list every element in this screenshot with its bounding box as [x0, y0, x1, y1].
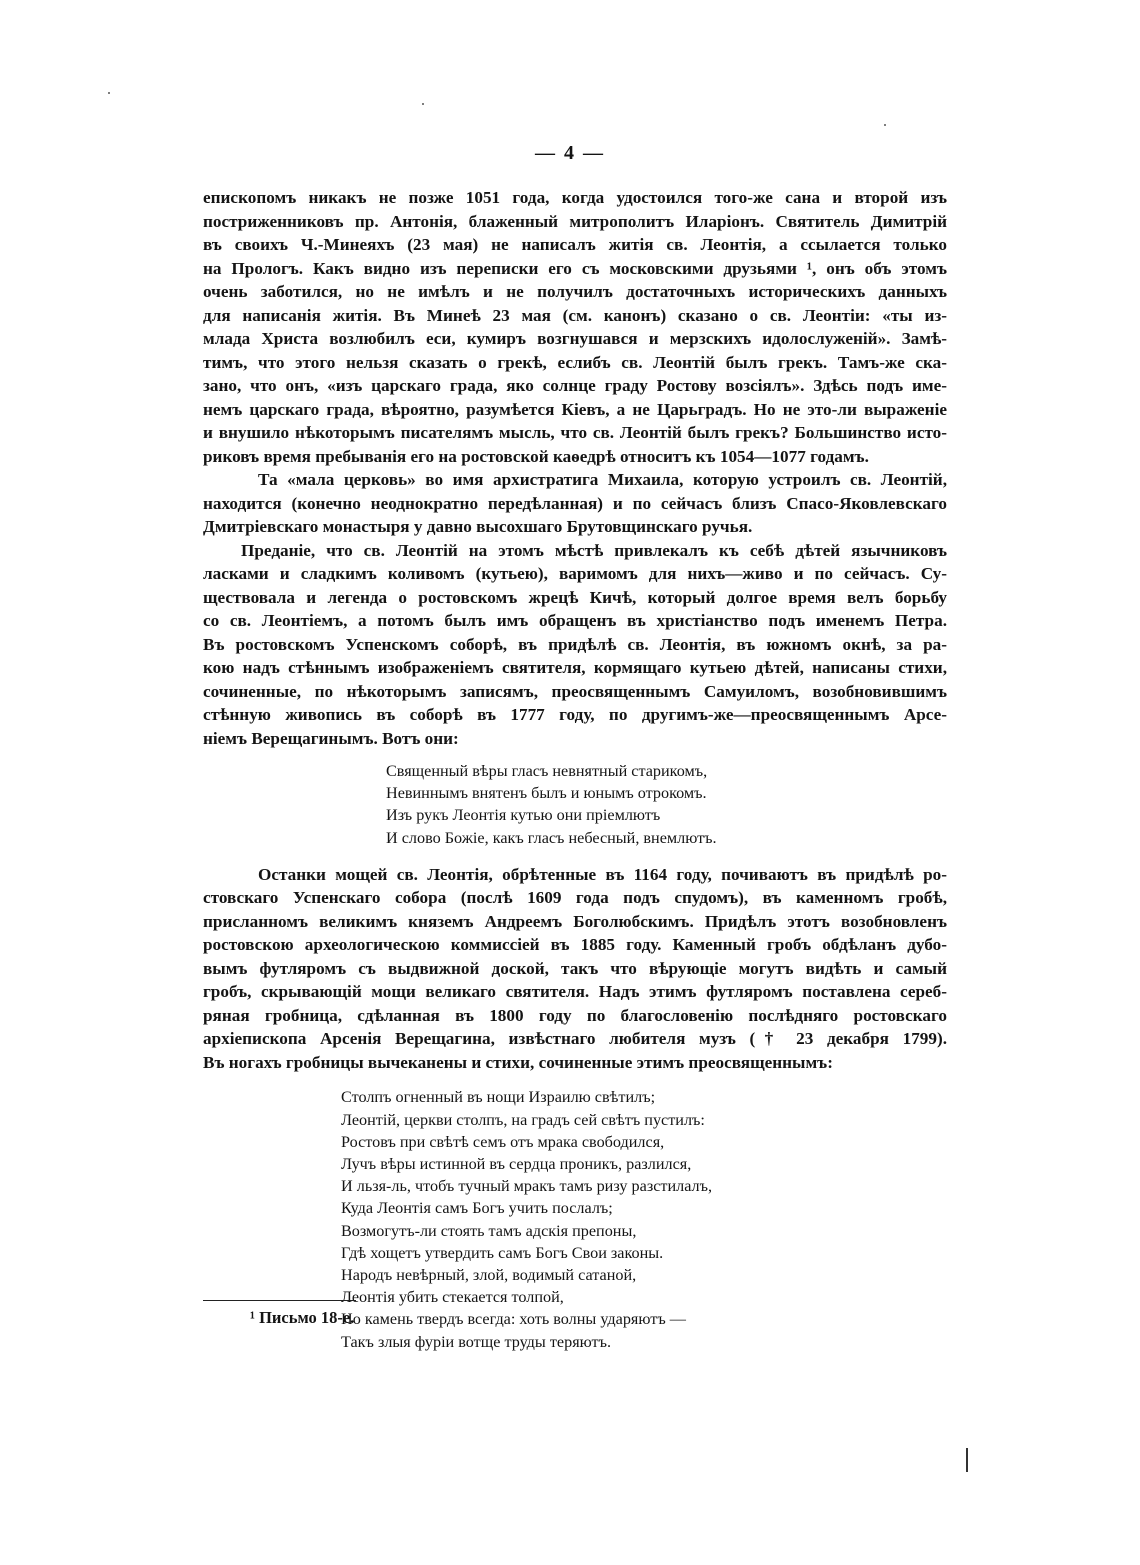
poem-line: Леонтія убить стекается толпой, [341, 1288, 564, 1307]
poem-line: Ростовъ при свѣтѣ семъ отъ мрака свободился, [341, 1132, 665, 1151]
text-line: архіепископа Арсенія Верещагина, извѣстнаго любителя музъ († 23 декабря 1799). [203, 1029, 947, 1049]
scan-speck [108, 92, 110, 94]
text-line: зано, что онъ, «изъ царскаго града, яко солнце граду Ростову возсіялъ». Здѣсь подъ име- [203, 376, 947, 395]
poem-line: Лучъ вѣры истинной въ сердца проникъ, разлился, [341, 1154, 692, 1173]
text-line: риковъ время пребыванія его на ростовской каѳедрѣ относитъ къ 1054—1077 годамъ. [203, 446, 869, 466]
poem-line: Но камень твердъ всегда: хоть волны ударяютъ — [341, 1310, 686, 1329]
poem-line: Народъ невѣрный, злой, водимый сатаной, [341, 1265, 637, 1284]
scan-edge-mark [966, 1448, 968, 1472]
body-text [203, 186, 947, 1353]
text-line: вымъ футляромъ съ выдвижной доской, такъ что вѣрующіе могутъ видѣть и самый [203, 958, 947, 978]
text-line: млада Христа возлюбилъ еси, кумиръ возгнушався и мерзскихъ идолослуженій». Замѣ- [203, 329, 947, 348]
text-line: Останки мощей св. Леонтія, обрѣтенные въ 1164 году, почиваютъ въ придѣлѣ ро- [258, 864, 947, 884]
text-line: Та «мала церковь» во имя архистратига Михаила, которую устроилъ св. Леонтій, [258, 470, 947, 489]
scan-speck [884, 124, 886, 126]
text-line: ществовала и легенда о ростовскомъ жрецѣ Кичѣ, который долгое время велъ борьбу [203, 587, 947, 607]
text-line: Преданіе, что св. Леонтій на этомъ мѣстѣ привлекалъ къ себѣ дѣтей язычниковъ [241, 540, 947, 560]
text-line: ростовскою археологическою коммиссіей въ 1885 году. Каменный гробъ обдѣланъ дубо- [203, 935, 947, 955]
poem-line: Такъ злыя фуріи вотще труды теряютъ. [341, 1332, 612, 1351]
text-line: для написанія житія. Въ Минеѣ 23 мая (см. канонъ) сказано о св. Леонтіи: «ты из- [203, 305, 947, 325]
poem-2 [341, 1086, 947, 1352]
text-line: и внушило нѣкоторымъ писателямъ мысль, что св. Леонтій былъ грекъ? Большинство исто- [203, 423, 947, 442]
text-line: на Прологъ. Какъ видно изъ переписки его съ московскими друзьями ¹, онъ объ этомъ [203, 258, 947, 278]
text-line: епископомъ никакъ не позже 1051 года, когда удостоился того-же сана и второй изъ [203, 188, 947, 207]
paragraph-1 [203, 186, 947, 468]
footnote: ¹ Письмо 18-е. [250, 1308, 355, 1327]
footnote-divider [203, 1300, 356, 1301]
paragraph-4 [203, 863, 947, 1075]
poem-line: Столпъ огненный въ нощи Израилю свѣтилъ; [341, 1088, 656, 1107]
page-number: — 4 — [535, 142, 605, 164]
text-line: сочиненные, по нѣкоторымъ записямъ, преосвященнымъ Самуиломъ, возобновившимъ [203, 681, 947, 701]
text-line: ряная гробница, сдѣланная въ 1800 году по благословенію послѣдняго ростовскаго [203, 1005, 947, 1025]
text-line: кою надъ стѣннымъ изображеніемъ святителя, кормящаго кутьею дѣтей, написаны стихи, [203, 658, 947, 677]
poem-line: Куда Леонтія самъ Богъ учить послалъ; [341, 1199, 613, 1218]
poem-line: Гдѣ хощетъ утвердить самъ Богъ Свои законы. [341, 1243, 664, 1262]
paragraph-3 [203, 539, 947, 751]
poem-line: Невиннымъ внятенъ былъ и юнымъ отрокомъ. [386, 784, 707, 803]
text-line: гробъ, скрывающій мощи великаго святителя. Надъ этимъ футляромъ поставлена сереб- [203, 982, 947, 1002]
poem-line: Священный вѣры гласъ невнятный старикомъ, [386, 762, 708, 780]
poem-line: И слово Божіе, какъ гласъ небесный, внемлютъ. [386, 828, 717, 847]
text-line: немъ царскаго града, вѣроятно, разумѣется Кіевъ, а не Царьградъ. Но не это-ли выраженіе [203, 399, 947, 419]
poem-line: Изъ рукъ Леонтія кутью они пріемлютъ [386, 806, 661, 825]
poem-1 [386, 760, 947, 849]
poem-line: Леонтій, церкви столпъ, на градъ сей свѣтъ пустилъ: [341, 1110, 705, 1129]
text-line: Въ ногахъ гробницы вычеканены и стихи, сочиненные этимъ преосвященнымъ: [203, 1052, 833, 1072]
text-line: стовскаго Успенскаго собора (послѣ 1609 года подъ спудомъ), въ каменномъ гробѣ, [203, 888, 947, 908]
text-line: Въ ростовскомъ Успенскомъ соборѣ, въ придѣлѣ св. Леонтія, въ южномъ окнѣ, за ра- [203, 634, 947, 654]
text-line: тимъ, что этого нельзя сказать о грекѣ, еслибъ св. Леонтій былъ грекъ. Тамъ-же ска- [203, 352, 947, 372]
text-line: Дмитріевскаго монастыря у давно высохшаго Брутовщинскаго ручья. [203, 517, 753, 536]
text-line: ласками и сладкимъ коливомъ (кутьею), варимомъ для нихъ—живо и по сейчасъ. Су- [203, 564, 947, 583]
text-line: очень заботился, но не имѣлъ и не получилъ достаточныхъ историческихъ данныхъ [203, 282, 947, 301]
text-line: ніемъ Верещагинымъ. Вотъ они: [203, 728, 459, 748]
text-line: постриженниковъ пр. Антонія, блаженный митрополитъ Иларіонъ. Святитель Димитрій [203, 211, 947, 231]
scan-speck [422, 103, 424, 105]
poem-line: И льзя-ль, чтобъ тучный мракъ тамъ ризу разстилалъ, [341, 1177, 713, 1196]
text-line: въ своихъ Ч.-Минеяхъ (23 мая) не написалъ житія св. Леонтія, а ссылается только [203, 235, 947, 254]
poem-line: Возмогутъ-ли стоять тамъ адскія препоны, [341, 1221, 637, 1240]
text-line: присланномъ великимъ княземъ Андреемъ Боголюбскимъ. Придѣлъ этотъ возобновленъ [203, 911, 947, 931]
text-line: находится (конечно неоднократно передѣланная) и по сейчасъ близъ Спасо-Яковлевскаго [203, 493, 947, 513]
text-line: стѣнную живопись въ соборѣ въ 1777 году, по другимъ-же—преосвященнымъ Арсе- [203, 705, 947, 724]
paragraph-2 [203, 468, 947, 539]
text-line: со св. Леонтіемъ, а потомъ былъ имъ обращенъ въ христіанство подъ именемъ Петра. [203, 611, 947, 630]
